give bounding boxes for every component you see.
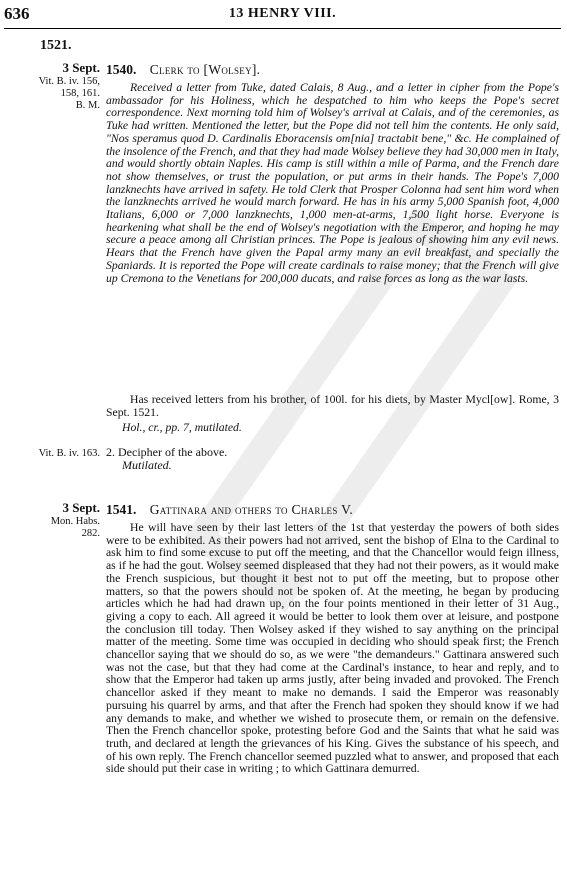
margin-ref: B. M. — [75, 100, 100, 111]
entry-number: 1541. — [106, 502, 137, 517]
entry-1540-heading — [106, 62, 260, 78]
entry-1541-date: 3 Sept. — [62, 500, 100, 515]
margin-ref: Vit. B. iv. 156, — [38, 76, 100, 87]
decipher-line: 2. Decipher of the above. — [106, 445, 228, 459]
margin-ref: 158, 161. — [60, 88, 100, 99]
entry-1540-note: Hol., cr., pp. 7, mutilated. — [122, 421, 242, 434]
running-title: 13 HENRY VIII. — [228, 6, 337, 21]
decipher-note: Mutilated. — [122, 458, 172, 472]
entry-1540-postscript: Has received letters from his brother, of 100l. for his diets, by Master Mycl[ow]. Rome, 3 Sept. 1521. — [106, 393, 559, 419]
page-header — [4, 4, 561, 26]
entry-1540-margin — [4, 60, 100, 112]
entry-1541-body: He will have seen by their last letters of the 1st that yesterday the powers of both sides were to be exhibited. As their powers had not arrived, sent the bishop of Elna to the Cardinal to ask him to find some excuse to put off the meeting, and that the Chancellor would feign illness, as if he had the gout. Wolsey seemed displeased that they had not their powers, as it would make the French suspicious, but thought it best not to put off the meeting, but to propose other matters, so that the powers should not be spoken of. At the meeting, he began by producing articles which he had had drawn up, on the four points mentioned in their letter of 31 Aug., giving a copy to each. All agreed it would be better to look them over at leisure, and postpone the conclusion till today. Then Wolsey asked if they wished to say anything on the principal matter of the meeting. Some time was occupied in deciding who should speak first; the French chancellor saying that we should do so, as we were "the demandeurs." Gattinara answered such was not the case, but that they had come at the Cardinal's instance, to hear and reply, and to show that the Emperor had taken up arms justly, after being invaded and provoked. The French chancellor asked if they meant to make no demands. I said the Emperor was reasonably pursuing his quarrel by arms, and that after the French had spoken they should know if we had any demands to make, and whether we wished to prosecute them, or remain on the defensive. Then the French chancellor spoke, protesting before God and the Saints that what he said was truth, and declared at length the grievances of his King. Gives the substance of his speech, and of his own reply. The French chancellor seemed puzzled what to answer, and proposed that each side should put their case in writing ; to which Gattinara demurred. — [106, 521, 559, 776]
entry-title: Clerk to [Wolsey]. — [149, 62, 261, 77]
entry-title: Gattinara and others to Charles V. — [149, 502, 354, 517]
decipher-margin — [4, 448, 100, 460]
entry-1541-margin — [4, 500, 100, 540]
margin-ref: Vit. B. iv. 163. — [38, 448, 100, 459]
margin-ref: 282. — [81, 528, 100, 539]
header-rule — [4, 28, 561, 29]
entry-1540-date: 3 Sept. — [62, 60, 100, 75]
page-number: 636 — [4, 4, 30, 23]
year-label: 1521. — [40, 38, 72, 53]
entry-1541-heading — [106, 502, 353, 518]
entry-1540-body: Received a letter from Tuke, dated Calais, 8 Aug., and a letter in cipher from the Pope's ambassador for his Holiness, which he despatched to him who keeps the Pope's secret correspondence. Next morning told him of Wolsey's arrival at Calais, and of the ceremonies, as Tuke had written. Mentioned the letter, but the Pope did not tell him the contents. He only said, "Nos speramus quod D. Cardinalis Eboracensis om[nia] tractabit bene," &c. He complained of the insolence of the French, and that they had made Wolsey believe they had 30,000 men in Italy, and would shortly obtain Naples. His camp is still within a mile of Parma, and the French dare not show themselves, or trust the population, or put arms in their hands. The Pope's 7,000 lanzknechts have arrived in safety. He told Clerk that Prosper Colonna had sent him word when the lanzknechts arrived he would march forward. He has in his army 5,000 Spanish foot, 4,000 Italians, 6,000 or 7,000 lanzknechts, 1,000 men-at-arms, 1,500 light horse. Everyone is hearkening what shall be the end of Wolsey's negotiation with the Emperor, and hoping he may secure a peace among all Christian princes. The Pope is jealous of showing him any evil news. Hears that the French have given the Papal army many an evil breakfast, and specially the Spaniards. It is reported the Pope will create cardinals to raise money; that the French will give up Cremona to the Venetians for 200,000 ducats, and raise forces as long as the war lasts. — [106, 81, 559, 285]
entry-number: 1540. — [106, 62, 137, 77]
margin-ref: Mon. Habs. — [50, 516, 100, 527]
